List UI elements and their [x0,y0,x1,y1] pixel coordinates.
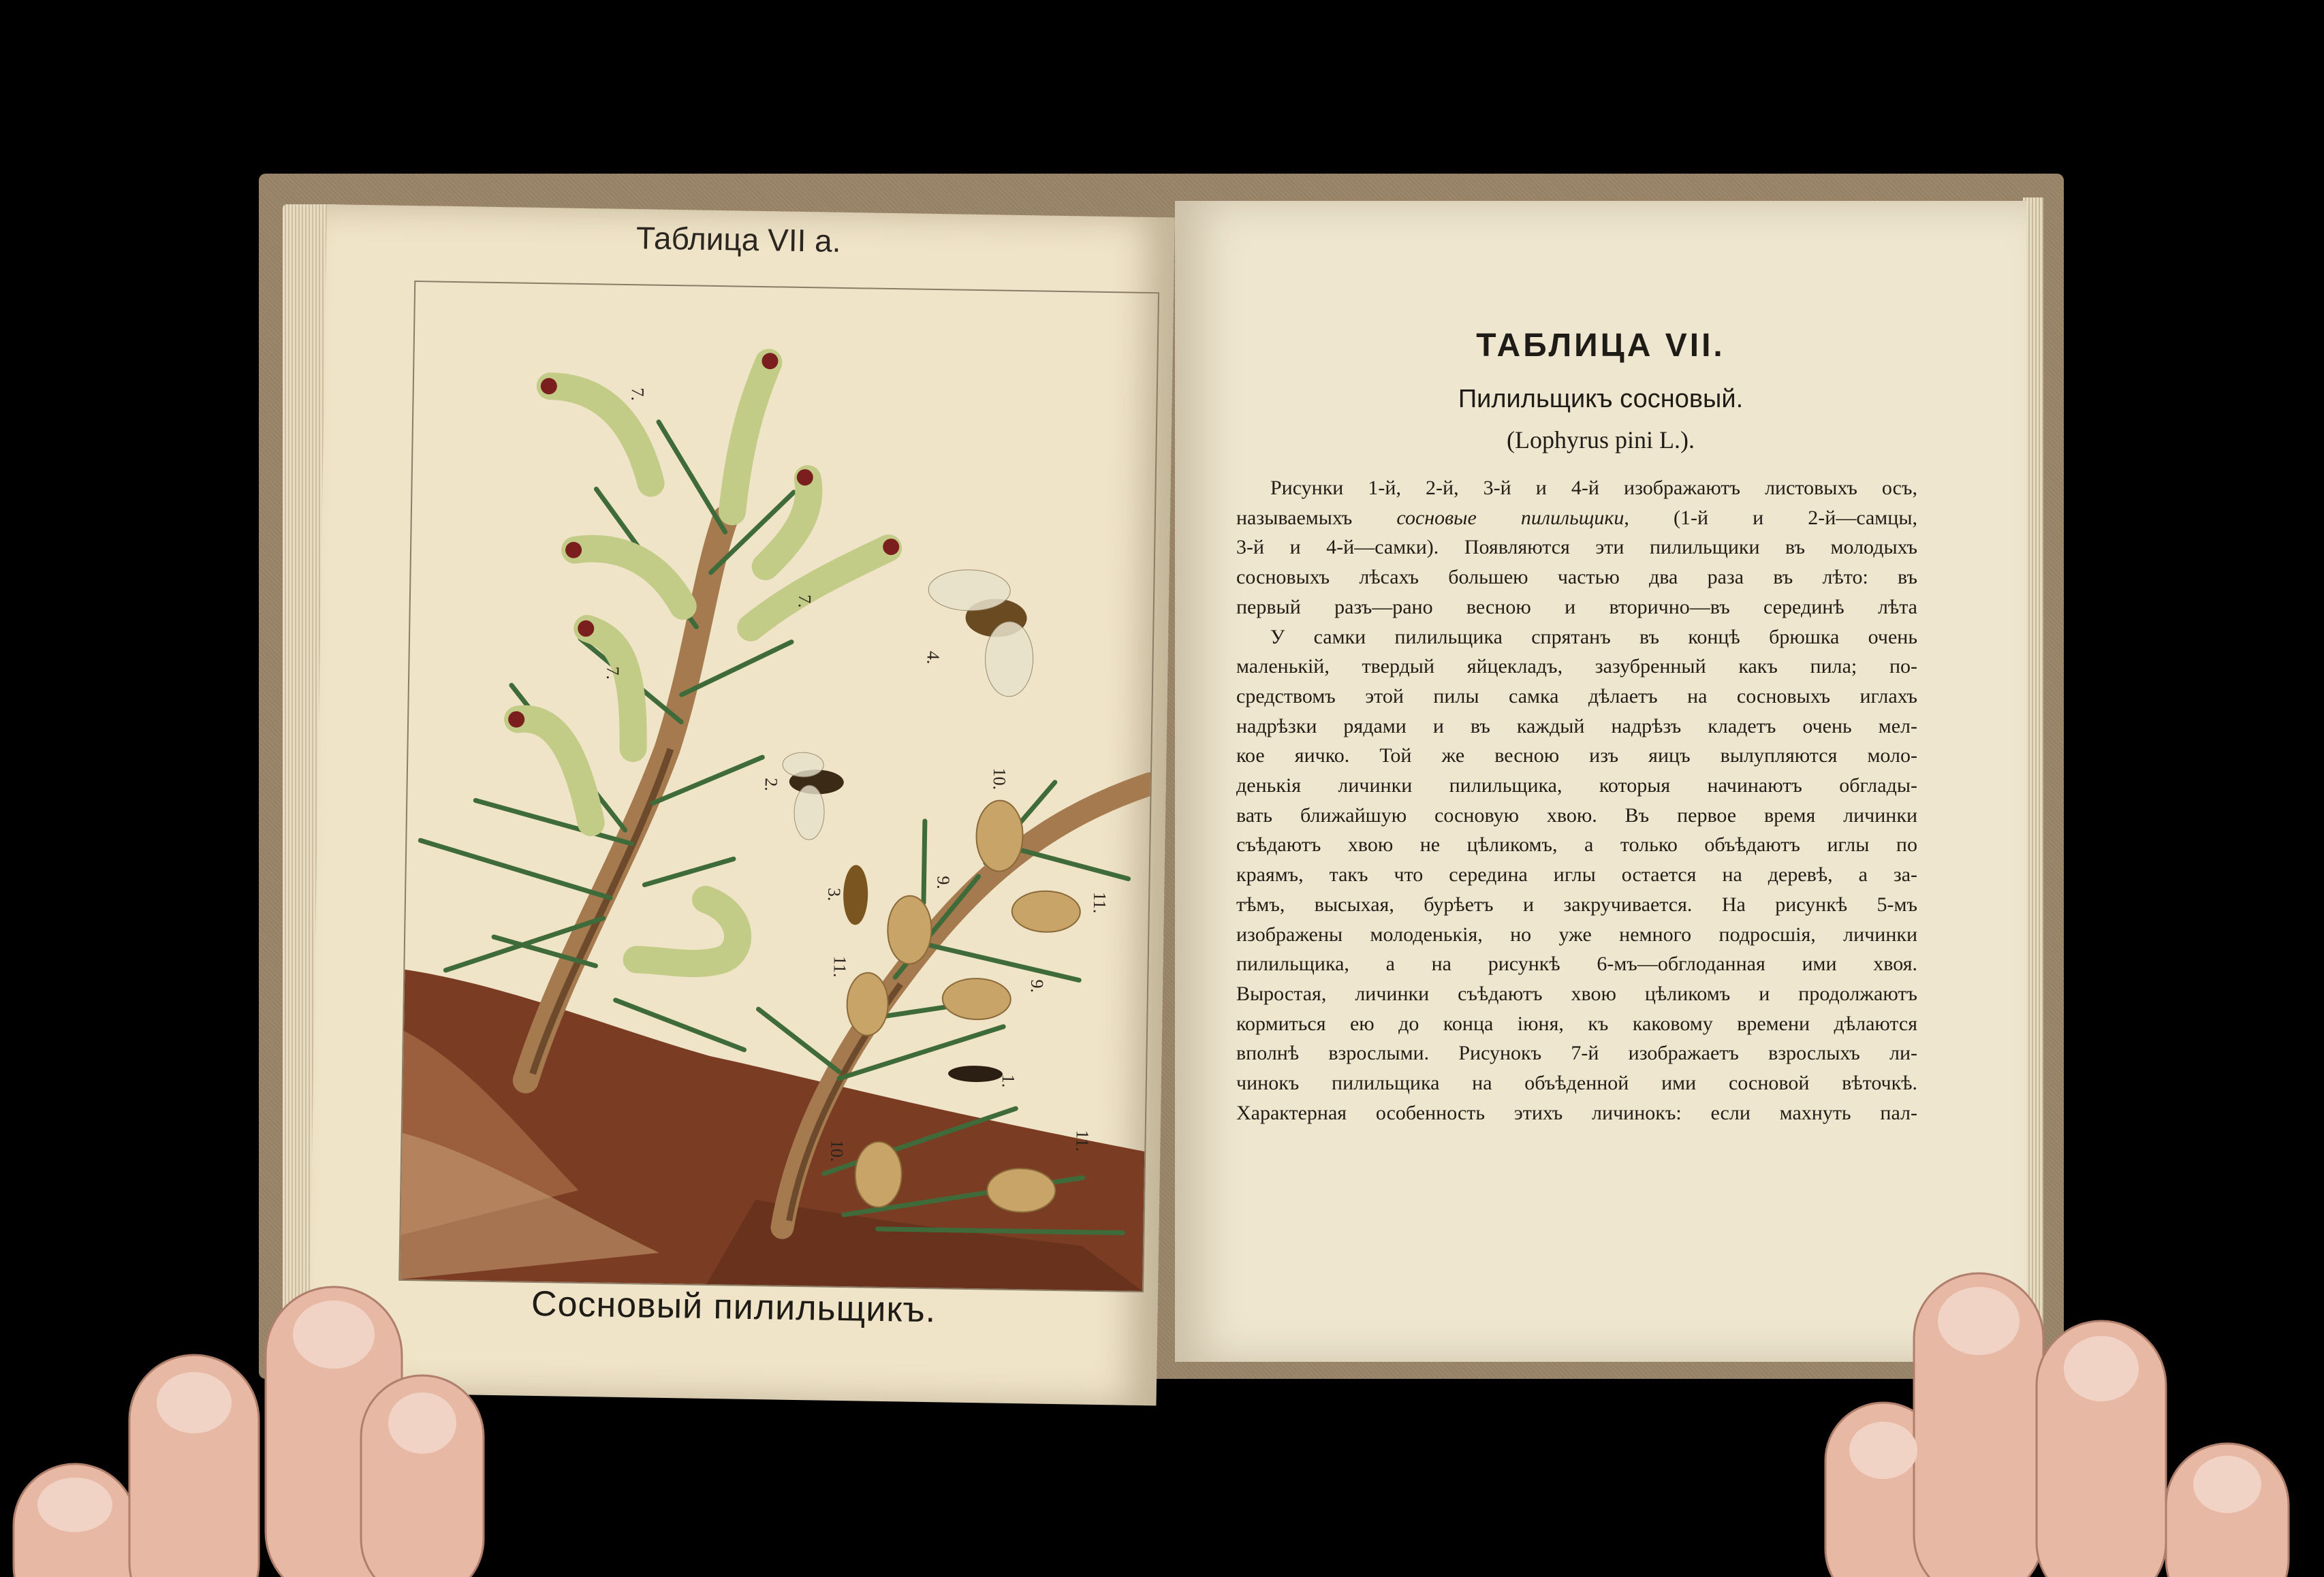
text-line: чинокъ пилильщика на объѣденной ими сосновой вѣточкѣ. [1236,1072,1917,1095]
fig-number-1: 1. [998,1074,1019,1088]
text-line: Выростая, личинки съѣдаютъ хвою цѣликомъ и продолжаютъ [1236,982,1917,1005]
text-line: пилильщика, а на рисункѣ 6-мъ—обглоданная ими хвоя. [1236,953,1917,976]
text-line: Характерная особенность этихъ личинокъ: если махнуть пал- [1236,1101,1917,1124]
text-line: съѣдаютъ хвою не цѣликомъ, а только объѣдаютъ иглы по [1236,833,1917,857]
plate-caption: Сосновый пилильщикъ. [531,1284,937,1331]
fig-number-10a: 10. [989,767,1010,791]
text-line: надрѣзки рядами и въ каждый надрѣзъ кладетъ очень мел- [1236,714,1917,737]
fig-number-11b: 11. [830,955,850,978]
text-line: кормиться ею до конца іюня, къ каковому времени дѣлаются [1236,1012,1917,1035]
text-line: изображены молоденькія, но уже немного подросшія, личинки [1236,923,1917,946]
text-line: тѣмъ, высыхая, бурѣетъ и закручивается. На рисункѣ 5-мъ [1236,893,1917,916]
text-line: называемыхъ сосновые пилильщики, (1-й и 2-й—самцы, [1236,506,1918,529]
fig-number-10b: 10. [827,1139,847,1162]
text-line: вполнѣ взрослыми. Рисунокъ 7-й изображаетъ взрослыхъ ли- [1236,1042,1917,1065]
page-subtitle: Пилильщикъ сосновый. [1458,385,1744,413]
left-page [309,204,1175,1405]
fig-number-4: 4. [923,650,943,665]
plate-label: Таблица VII a. [635,220,841,259]
text-line: 3-й и 4-й—самки). Появляются эти пилильщики въ молодыхъ [1236,536,1917,559]
fig-number-2: 2. [761,778,781,792]
text-line: сосновыхъ лѣсахъ большею частью два раза въ лѣто: въ [1236,566,1917,589]
text-line: У самки пилильщика спрятанъ въ концѣ брюшка очень [1270,625,1917,648]
fig-number-7a: 7. [627,387,648,401]
body-text [1236,473,1917,1128]
sawfly-illustration [400,282,1158,1291]
fig-number-9a: 9. [933,876,954,890]
fig-number-7b: 7. [603,666,623,680]
right-page [1175,201,2026,1362]
fig-number-9b: 9. [1026,979,1048,993]
text-line: краямъ, такъ что середина иглы остается на деревѣ, а за- [1236,863,1917,887]
latin-name: (Lophyrus pini L.). [1507,426,1695,453]
fig-number-3: 3. [824,887,845,902]
text-line: средствомъ этой пилы самка дѣлаетъ на сосновыхъ иглахъ [1236,684,1917,707]
fig-number-11c: 11. [1072,1130,1093,1152]
fig-number-7c: 7. [794,594,815,608]
text-line: вать ближайшую сосновую хвою. Въ первое время личинки [1236,803,1917,827]
left-hand [0,1260,518,1577]
fig-number-11a: 11. [1089,891,1110,914]
page-title: ТАБЛИЦА VII. [1476,328,1725,364]
right-hand [1812,1267,2324,1577]
text-line: первый разъ—рано весною и вторично—въ серединѣ лѣта [1236,595,1917,618]
plate-illustration [398,281,1159,1292]
text-line: маленькій, твердый яйцекладъ, зазубренный какъ пила; по- [1236,655,1917,678]
text-line: кое яичко. Той же весною изъ яицъ вылупляются моло- [1236,744,1917,767]
text-line: Рисунки 1-й, 2-й, 3-й и 4-й изображаютъ листовыхъ осъ, [1270,477,1917,499]
text-line: денькія личинки пилильщика, которыя начинаютъ обглады- [1236,774,1917,797]
